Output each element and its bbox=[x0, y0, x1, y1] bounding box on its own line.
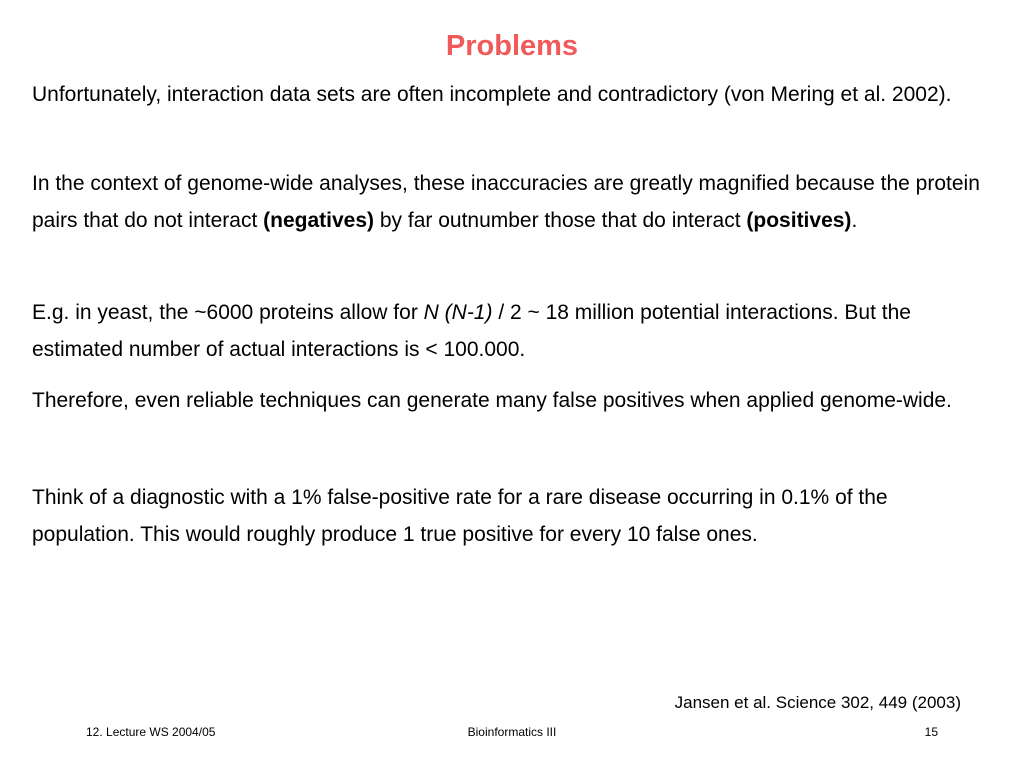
footer-page-number: 15 bbox=[924, 725, 938, 739]
paragraph-text: by far outnumber those that do interact bbox=[374, 209, 747, 232]
paragraph-text: . bbox=[851, 209, 858, 232]
footer-lecture: 12. Lecture WS 2004/05 bbox=[86, 725, 216, 739]
positives-term: (positives) bbox=[746, 209, 852, 232]
paragraph-text: In the context of genome-wide analyses, these inaccuracies are greatly magnified because the protein pairs that do not interact bbox=[32, 172, 980, 232]
paragraph-text: / 2 ~ 18 million potential interactions. But the estimated number of actual interactions is < 100.000. bbox=[32, 301, 911, 361]
paragraph-false-positives: Therefore, even reliable techniques can generate many false positives when applied genome-wide. bbox=[32, 389, 952, 412]
paragraph-diagnostic-example: Think of a diagnostic with a 1% false-positive rate for a rare disease occurring in 0.1% of the population. This would roughly produce 1 true positive for every 10 false ones. bbox=[32, 486, 888, 546]
paragraph-yeast-example bbox=[32, 294, 992, 368]
footer-course: Bioinformatics III bbox=[467, 725, 557, 739]
negatives-term: (negatives) bbox=[263, 209, 375, 232]
slide-title: Problems bbox=[445, 30, 579, 62]
paragraph-genome-wide bbox=[32, 165, 992, 239]
paragraph-incomplete-data: Unfortunately, interaction data sets are often incomplete and contradictory (von Mering et al. 2002). bbox=[32, 83, 952, 106]
formula: N (N-1) bbox=[423, 301, 493, 324]
citation: Jansen et al. Science 302, 449 (2003) bbox=[674, 693, 961, 712]
paragraph-text: E.g. in yeast, the ~6000 proteins allow for bbox=[32, 301, 424, 324]
